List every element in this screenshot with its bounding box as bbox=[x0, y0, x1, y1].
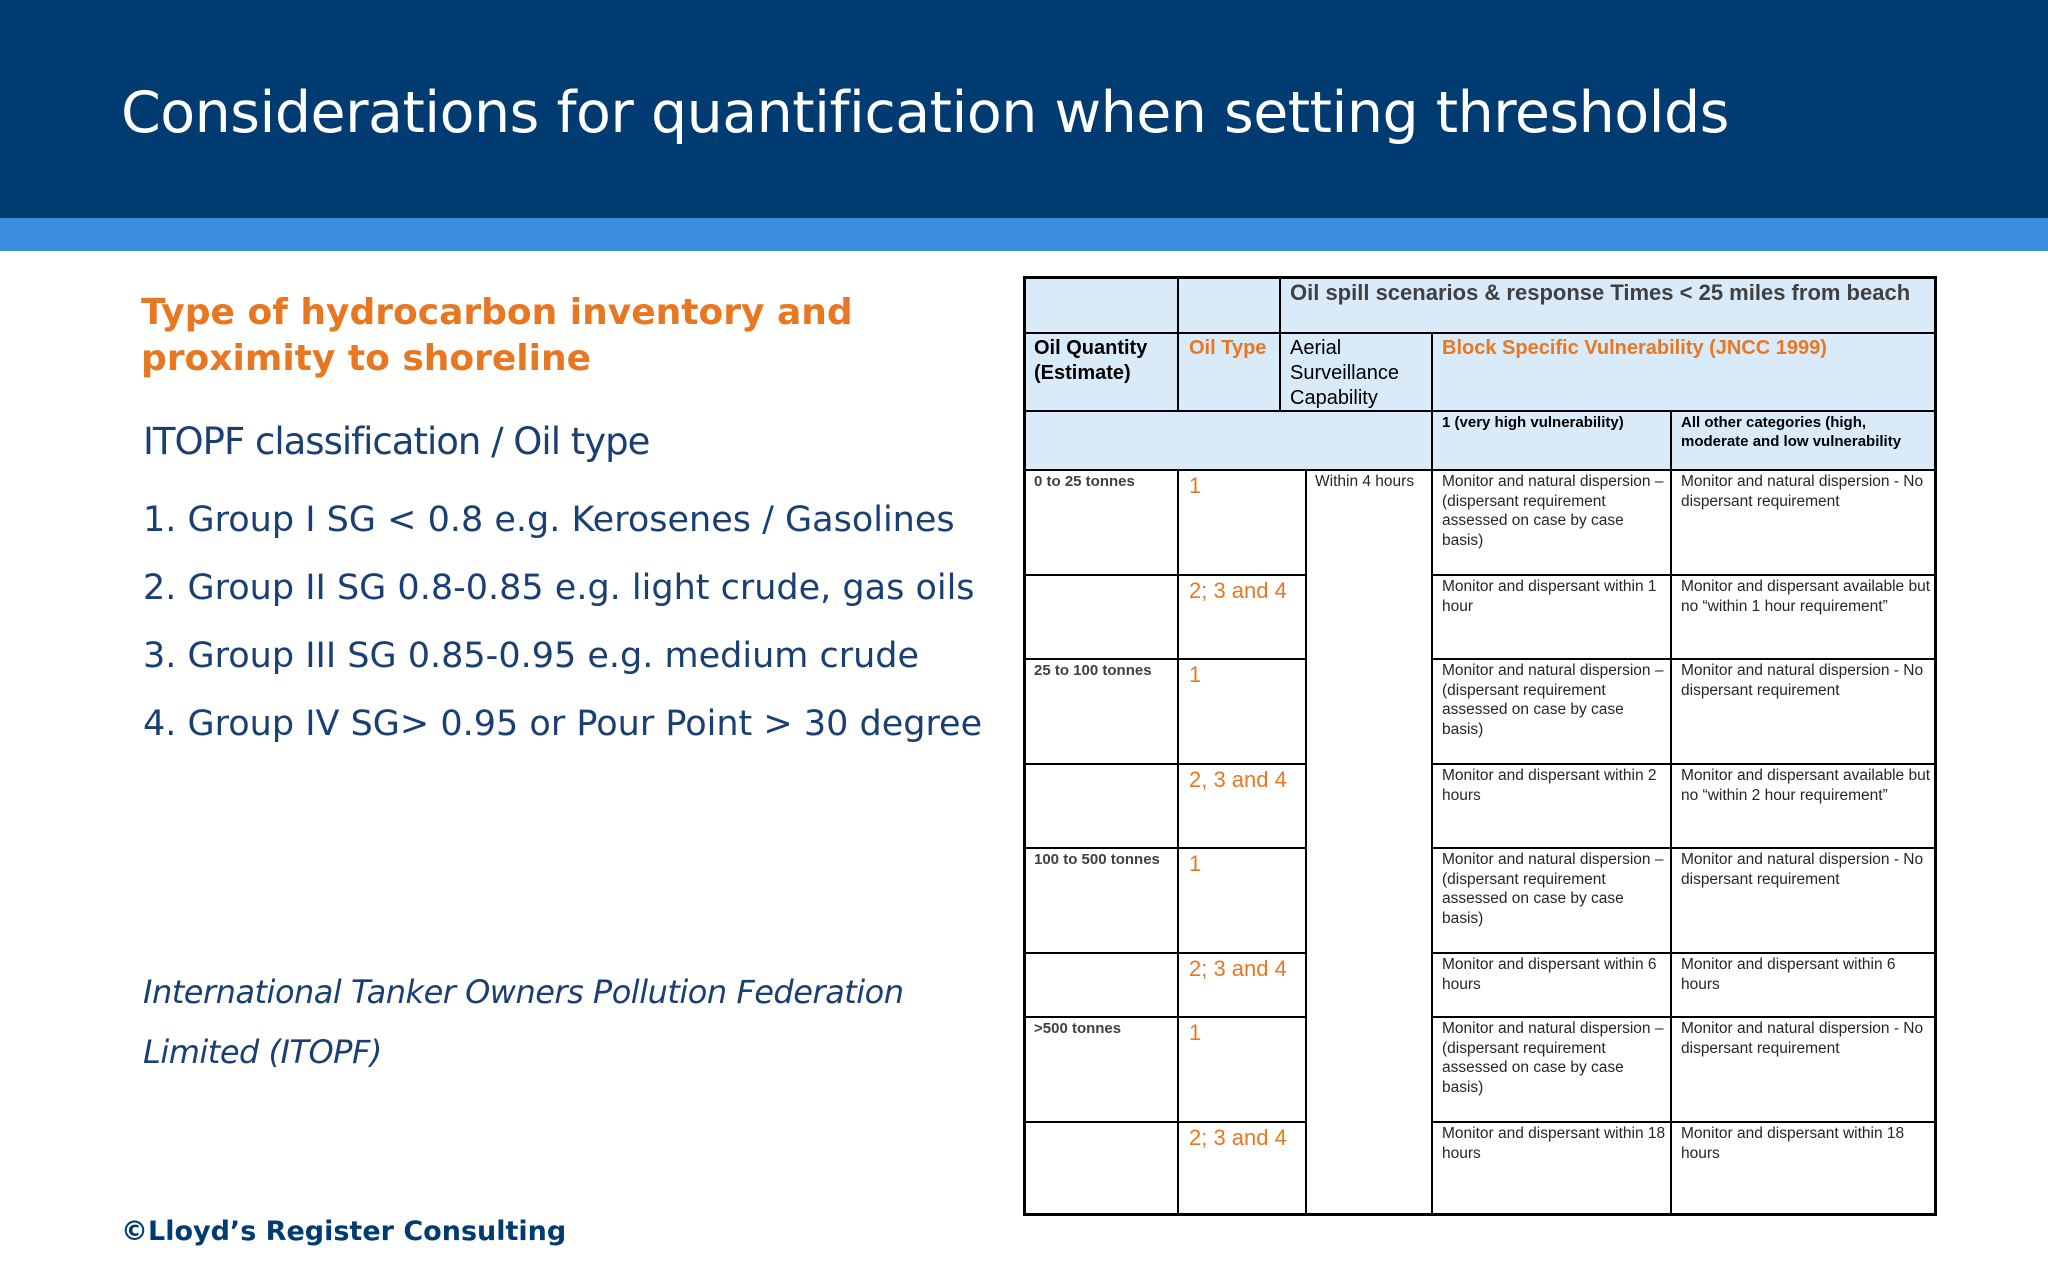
very-high-response: Monitor and natural dispersion – (dispersant requirement assessed on case by case basis) bbox=[1442, 1020, 1664, 1097]
oil-type-value: 2; 3 and 4 bbox=[1189, 1125, 1287, 1150]
oil-type-value: 1 bbox=[1189, 473, 1202, 498]
grid-line bbox=[1177, 276, 1179, 410]
col-aerial: Aerial Surveillance Capability bbox=[1290, 337, 1399, 409]
grid-line bbox=[1023, 847, 1305, 849]
other-response: Monitor and natural dispersion - No dispersant requirement bbox=[1681, 1020, 1924, 1057]
oil-type-value: 2; 3 and 4 bbox=[1189, 956, 1287, 981]
quantity-label: >500 tonnes bbox=[1034, 1020, 1122, 1037]
grid-line bbox=[1431, 847, 1937, 849]
oil-type-value: 1 bbox=[1189, 662, 1202, 687]
other-response: Monitor and dispersant available but no “within 1 hour requirement” bbox=[1681, 578, 1931, 615]
other-response: Monitor and dispersant within 18 hours bbox=[1681, 1125, 1905, 1162]
very-high-response: Monitor and natural dispersion – (dispersant requirement assessed on case by case basis) bbox=[1442, 662, 1664, 739]
quantity-label: 0 to 25 tonnes bbox=[1034, 473, 1135, 490]
other-response: Monitor and dispersant available but no “within 2 hour requirement” bbox=[1681, 767, 1931, 804]
grid-line bbox=[1670, 410, 1672, 1216]
grid-line bbox=[1431, 658, 1937, 660]
grid-line bbox=[1279, 276, 1281, 410]
grid-line bbox=[1023, 952, 1305, 954]
grid-line bbox=[1431, 952, 1937, 954]
sub-very-high: 1 (very high vulnerability) bbox=[1442, 414, 1624, 431]
col-block-vulnerability: Block Specific Vulnerability (JNCC 1999) bbox=[1442, 337, 1827, 359]
grid-line bbox=[1431, 1016, 1937, 1018]
grid-line bbox=[1305, 469, 1307, 1216]
response-times-table bbox=[1023, 276, 1937, 1216]
other-response: Monitor and natural dispersion - No dispersant requirement bbox=[1681, 851, 1924, 888]
quantity-label: 100 to 500 tonnes bbox=[1034, 851, 1160, 868]
very-high-response: Monitor and dispersant within 2 hours bbox=[1442, 767, 1657, 804]
grid-line bbox=[1023, 469, 1937, 471]
grid-line bbox=[1023, 332, 1937, 334]
grid-line bbox=[1023, 658, 1305, 660]
oil-type-value: 2, 3 and 4 bbox=[1189, 767, 1287, 792]
grid-line bbox=[1431, 574, 1937, 576]
aerial-value: Within 4 hours bbox=[1315, 473, 1415, 490]
oil-group-list bbox=[143, 495, 982, 767]
grid-line bbox=[1023, 1016, 1305, 1018]
grid-line bbox=[1177, 469, 1179, 1216]
oil-type-value: 2; 3 and 4 bbox=[1189, 578, 1287, 603]
quantity-label: 25 to 100 tonnes bbox=[1034, 662, 1152, 679]
oil-group-item: 3. Group III SG 0.85-0.95 e.g. medium crude bbox=[143, 636, 920, 676]
scenario-header: Oil spill scenarios & response Times < 25 miles from beach bbox=[1290, 280, 1911, 305]
col-oil-type: Oil Type bbox=[1189, 337, 1267, 359]
very-high-response: Monitor and dispersant within 18 hours bbox=[1442, 1125, 1666, 1162]
sub-heading: ITOPF classification / Oil type bbox=[143, 420, 650, 463]
very-high-response: Monitor and natural dispersion – (dispersant requirement assessed on case by case basis) bbox=[1442, 851, 1664, 928]
grid-line bbox=[1023, 410, 1937, 412]
oil-group-item: 1. Group I SG < 0.8 e.g. Kerosenes / Gasolines bbox=[143, 500, 955, 540]
very-high-response: Monitor and dispersant within 1 hour bbox=[1442, 578, 1657, 615]
other-response: Monitor and natural dispersion - No dispersant requirement bbox=[1681, 473, 1924, 510]
other-response: Monitor and dispersant within 6 hours bbox=[1681, 956, 1896, 993]
accent-stripe bbox=[0, 218, 2048, 251]
other-response: Monitor and natural dispersion - No dispersant requirement bbox=[1681, 662, 1924, 699]
very-high-response: Monitor and dispersant within 6 hours bbox=[1442, 956, 1657, 993]
copyright: ©Lloyd’s Register Consulting bbox=[121, 1216, 567, 1247]
oil-group-item: 2. Group II SG 0.8-0.85 e.g. light crude, gas oils bbox=[143, 568, 975, 608]
section-heading: Type of hydrocarbon inventory and proximity to shoreline bbox=[141, 292, 853, 379]
grid-line bbox=[1023, 763, 1305, 765]
very-high-response: Monitor and natural dispersion – (dispersant requirement assessed on case by case basis) bbox=[1442, 473, 1664, 550]
sub-other-categories: All other categories (high, moderate and low vulnerability bbox=[1681, 414, 1902, 450]
source-note: International Tanker Owners Pollution Federation Limited (ITOPF) bbox=[143, 973, 904, 1071]
grid-line bbox=[1431, 763, 1937, 765]
oil-type-value: 1 bbox=[1189, 851, 1202, 876]
oil-type-value: 1 bbox=[1189, 1020, 1202, 1045]
grid-line bbox=[1023, 1121, 1305, 1123]
grid-line bbox=[1023, 574, 1305, 576]
grid-line bbox=[1431, 1121, 1937, 1123]
col-oil-quantity: Oil Quantity (Estimate) bbox=[1034, 337, 1148, 384]
slide-title: Considerations for quantification when setting thresholds bbox=[121, 80, 1729, 146]
grid-line bbox=[1431, 332, 1433, 1216]
oil-group-item: 4. Group IV SG> 0.95 or Pour Point > 30 degree bbox=[143, 704, 983, 744]
